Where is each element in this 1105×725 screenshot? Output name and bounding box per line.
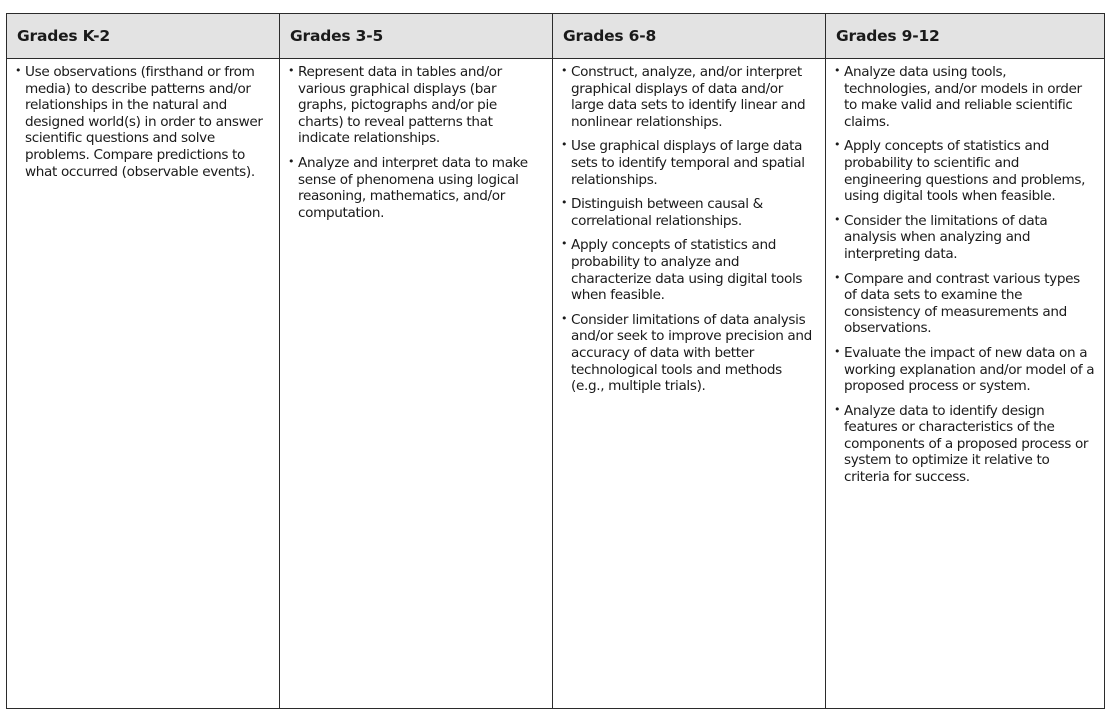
bullet-item: • Distinguish between causal & correlational relationships.: [561, 196, 817, 229]
bullet-item: • Analyze data using tools, technologies, and/or models in order to make valid and reliable scientific claims.: [834, 64, 1096, 130]
bullet-item: • Represent data in tables and/or various graphical displays (bar graphs, pictographs and/or pie charts) to reveal patterns that indicate relationships.: [288, 64, 544, 147]
header-grades-9-12: Grades 9-12: [826, 14, 1105, 59]
cell-grades-k-2: [7, 59, 280, 709]
header-grades-3-5: Grades 3-5: [280, 14, 553, 59]
content-row: [7, 59, 1105, 709]
bullet-item: • Use graphical displays of large data sets to identify temporal and spatial relationships.: [561, 138, 817, 188]
bullet-item: • Consider the limitations of data analysis when analyzing and interpreting data.: [834, 213, 1096, 263]
bullet-item: • Analyze data to identify design features or characteristics of the components of a proposed process or system to optimize it relative to criteria for success.: [834, 403, 1096, 486]
header-grades-6-8: Grades 6-8: [553, 14, 826, 59]
bullet-list-k-2: [15, 64, 271, 180]
bullet-item: • Use observations (firsthand or from media) to describe patterns and/or relationships in the natural and designed world(s) in order to answer scientific questions and solve problems. Compare predictions to what occurred (observable events).: [15, 64, 271, 180]
bullet-list-9-12: [834, 64, 1096, 486]
bullet-item: • Construct, analyze, and/or interpret graphical displays of data and/or large data sets to identify linear and nonlinear relationships.: [561, 64, 817, 130]
bullet-list-6-8: [561, 64, 817, 395]
bullet-item: • Apply concepts of statistics and probability to scientific and engineering questions and problems, using digital tools when feasible.: [834, 138, 1096, 204]
bullet-item: • Consider limitations of data analysis and/or seek to improve precision and accuracy of data with better technological tools and methods (e.g., multiple trials).: [561, 312, 817, 395]
bullet-item: • Analyze and interpret data to make sense of phenomena using logical reasoning, mathematics, and/or computation.: [288, 155, 544, 221]
grade-band-table: [6, 13, 1105, 709]
bullet-item: • Apply concepts of statistics and probability to analyze and characterize data using digital tools when feasible.: [561, 237, 817, 303]
cell-grades-6-8: [553, 59, 826, 709]
bullet-item: • Evaluate the impact of new data on a working explanation and/or model of a proposed process or system.: [834, 345, 1096, 395]
header-row: [7, 14, 1105, 59]
cell-grades-3-5: [280, 59, 553, 709]
cell-grades-9-12: [826, 59, 1105, 709]
header-grades-k-2: Grades K-2: [7, 14, 280, 59]
bullet-item: • Compare and contrast various types of data sets to examine the consistency of measurements and observations.: [834, 271, 1096, 337]
bullet-list-3-5: [288, 64, 544, 221]
